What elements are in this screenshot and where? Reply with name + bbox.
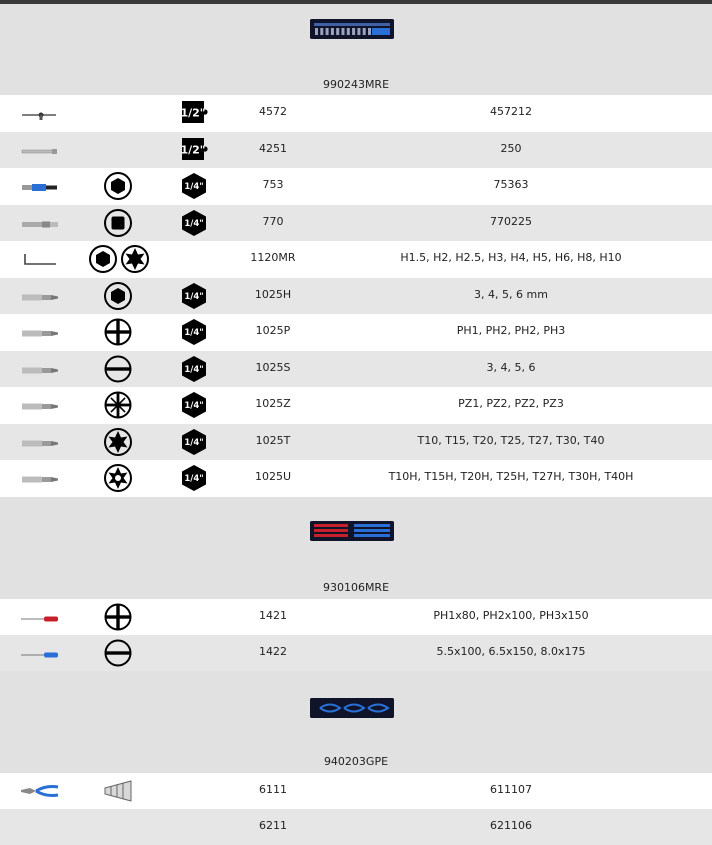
article-number: 770 <box>262 214 284 228</box>
size-list: 3, 4, 5, 6 mm <box>474 287 548 301</box>
profile-cell <box>86 171 152 201</box>
article-number: 1422 <box>259 645 287 658</box>
table-row <box>0 387 712 423</box>
drive-label: 1/4" <box>184 328 204 338</box>
profile-cell <box>86 135 152 165</box>
extension-bar-icon <box>16 138 64 162</box>
table-row <box>0 773 712 809</box>
table-row <box>0 460 712 496</box>
article-number: 6211 <box>259 819 287 832</box>
square-profile-icon <box>103 208 133 238</box>
slotted-profile-icon <box>103 354 133 384</box>
hex-key-icon <box>16 247 64 271</box>
bit-icon <box>16 393 64 417</box>
size-list: 770225 <box>490 214 532 228</box>
drive-label: 1/2" <box>180 106 206 120</box>
tool-tray-image <box>310 698 394 718</box>
drive-label: 1/4" <box>184 218 204 229</box>
tool-tray-image <box>310 19 394 39</box>
profile-cell <box>86 390 152 420</box>
screwdriver-red-icon <box>16 605 64 629</box>
drive-label: 1/4" <box>184 182 204 192</box>
torx-profile-icon <box>103 427 133 457</box>
drive-label: 1/2" <box>180 143 206 156</box>
hex-drive-icon <box>180 428 210 456</box>
article-number: 1421 <box>259 609 287 622</box>
size-list: 611107 <box>490 783 532 796</box>
article-number: 1025Z <box>255 397 291 410</box>
size-list: T10H, T15H, T20H, T25H, T27H, T30H, T40H <box>388 470 634 483</box>
bit-adapter-icon <box>16 211 64 235</box>
phillips-profile-icon <box>103 602 133 632</box>
phillips-profile-icon <box>103 317 133 347</box>
plier-jaw-icon <box>103 776 133 806</box>
article-number: 1120MR <box>250 251 296 264</box>
pliers-icon <box>16 779 64 803</box>
set-code: 990243MRE <box>322 78 390 91</box>
hex-drive-icon <box>180 464 210 492</box>
bit-icon <box>16 284 64 308</box>
table-row <box>0 205 712 241</box>
size-list: T10, T15, T20, T25, T27, T30, T40 <box>417 433 605 447</box>
size-list: 75363 <box>493 178 529 191</box>
hex-profile-icon <box>88 244 118 274</box>
size-list: 250 <box>500 141 522 155</box>
bit-icon <box>16 320 64 344</box>
profile-cell <box>86 812 152 842</box>
article-number: 1025T <box>255 433 291 447</box>
hex-drive-icon <box>180 355 210 383</box>
profile-cell <box>86 354 152 384</box>
profile-cell <box>86 463 152 493</box>
table-row <box>0 241 712 277</box>
table-row <box>0 314 712 350</box>
article-number: 1025P <box>255 324 291 337</box>
set-header <box>0 671 712 773</box>
drive-label: 1/4" <box>184 437 204 448</box>
drive-label: 1/4" <box>184 364 204 375</box>
drive-empty <box>180 777 210 805</box>
article-number: 1025H <box>254 287 292 301</box>
tool-image-empty <box>16 815 64 839</box>
hex-drive-icon <box>180 318 210 346</box>
size-list: 3, 4, 5, 6 <box>486 360 536 374</box>
drive-label: 1/4" <box>184 474 204 484</box>
square-drive-icon <box>180 99 210 127</box>
torx-tamper-profile-icon <box>103 463 133 493</box>
table-row <box>0 95 712 131</box>
set-code: 940203GPE <box>323 755 389 768</box>
drive-label: 1/4" <box>184 291 204 302</box>
hex-drive-icon <box>180 391 210 419</box>
table-row <box>0 351 712 387</box>
table-row <box>0 132 712 168</box>
size-list: PH1, PH2, PH2, PH3 <box>456 324 566 337</box>
article-number: 6111 <box>259 783 287 796</box>
hex-profile-icon <box>103 281 133 311</box>
article-number: 1025U <box>254 470 292 483</box>
screwdriver-blue-icon <box>16 641 64 665</box>
profile-cell <box>86 208 152 238</box>
article-number: 1025S <box>255 360 291 374</box>
profile-cell <box>86 776 152 806</box>
article-number: 4572 <box>259 105 287 118</box>
size-list: 621106 <box>490 819 532 832</box>
profile-cell <box>86 244 152 274</box>
ratchet-icon <box>16 101 64 125</box>
hex-drive-icon <box>180 209 210 237</box>
size-list: PH1x80, PH2x100, PH3x150 <box>433 609 589 622</box>
tool-tray-image <box>310 521 394 541</box>
table-row <box>0 809 712 845</box>
pozidriv-profile-icon <box>103 390 133 420</box>
bit-icon <box>16 357 64 381</box>
profile-cell <box>86 638 152 668</box>
square-drive-icon <box>180 136 210 164</box>
set-code: 930106MRE <box>322 581 390 594</box>
article-number: 4251 <box>259 141 287 155</box>
hex-profile-icon <box>103 171 133 201</box>
size-list: 457212 <box>490 105 532 118</box>
drive-empty <box>180 813 210 841</box>
profile-cell <box>86 602 152 632</box>
size-list: H1.5, H2, H2.5, H3, H4, H5, H6, H8, H10 <box>400 251 622 264</box>
set-header <box>0 4 712 95</box>
bit-holder-icon <box>16 174 64 198</box>
drive-empty <box>180 639 210 667</box>
table-row <box>0 168 712 204</box>
drive-empty <box>180 245 210 273</box>
slotted-profile-icon <box>103 638 133 668</box>
drive-label: 1/4" <box>184 401 204 411</box>
table-row <box>0 635 712 671</box>
size-list: PZ1, PZ2, PZ2, PZ3 <box>458 397 564 410</box>
bit-icon <box>16 466 64 490</box>
profile-cell <box>86 427 152 457</box>
profile-cell <box>86 98 152 128</box>
table-row <box>0 278 712 314</box>
hex-drive-icon <box>180 172 210 200</box>
bit-icon <box>16 430 64 454</box>
size-list: 5.5x100, 6.5x150, 8.0x175 <box>436 645 586 658</box>
hex-drive-icon <box>180 282 210 310</box>
table-row <box>0 599 712 635</box>
set-header <box>0 497 712 599</box>
table-row <box>0 424 712 460</box>
article-number: 753 <box>262 178 284 191</box>
drive-empty <box>180 603 210 631</box>
torx-profile-icon <box>120 244 150 274</box>
profile-cell <box>86 281 152 311</box>
profile-cell <box>86 317 152 347</box>
